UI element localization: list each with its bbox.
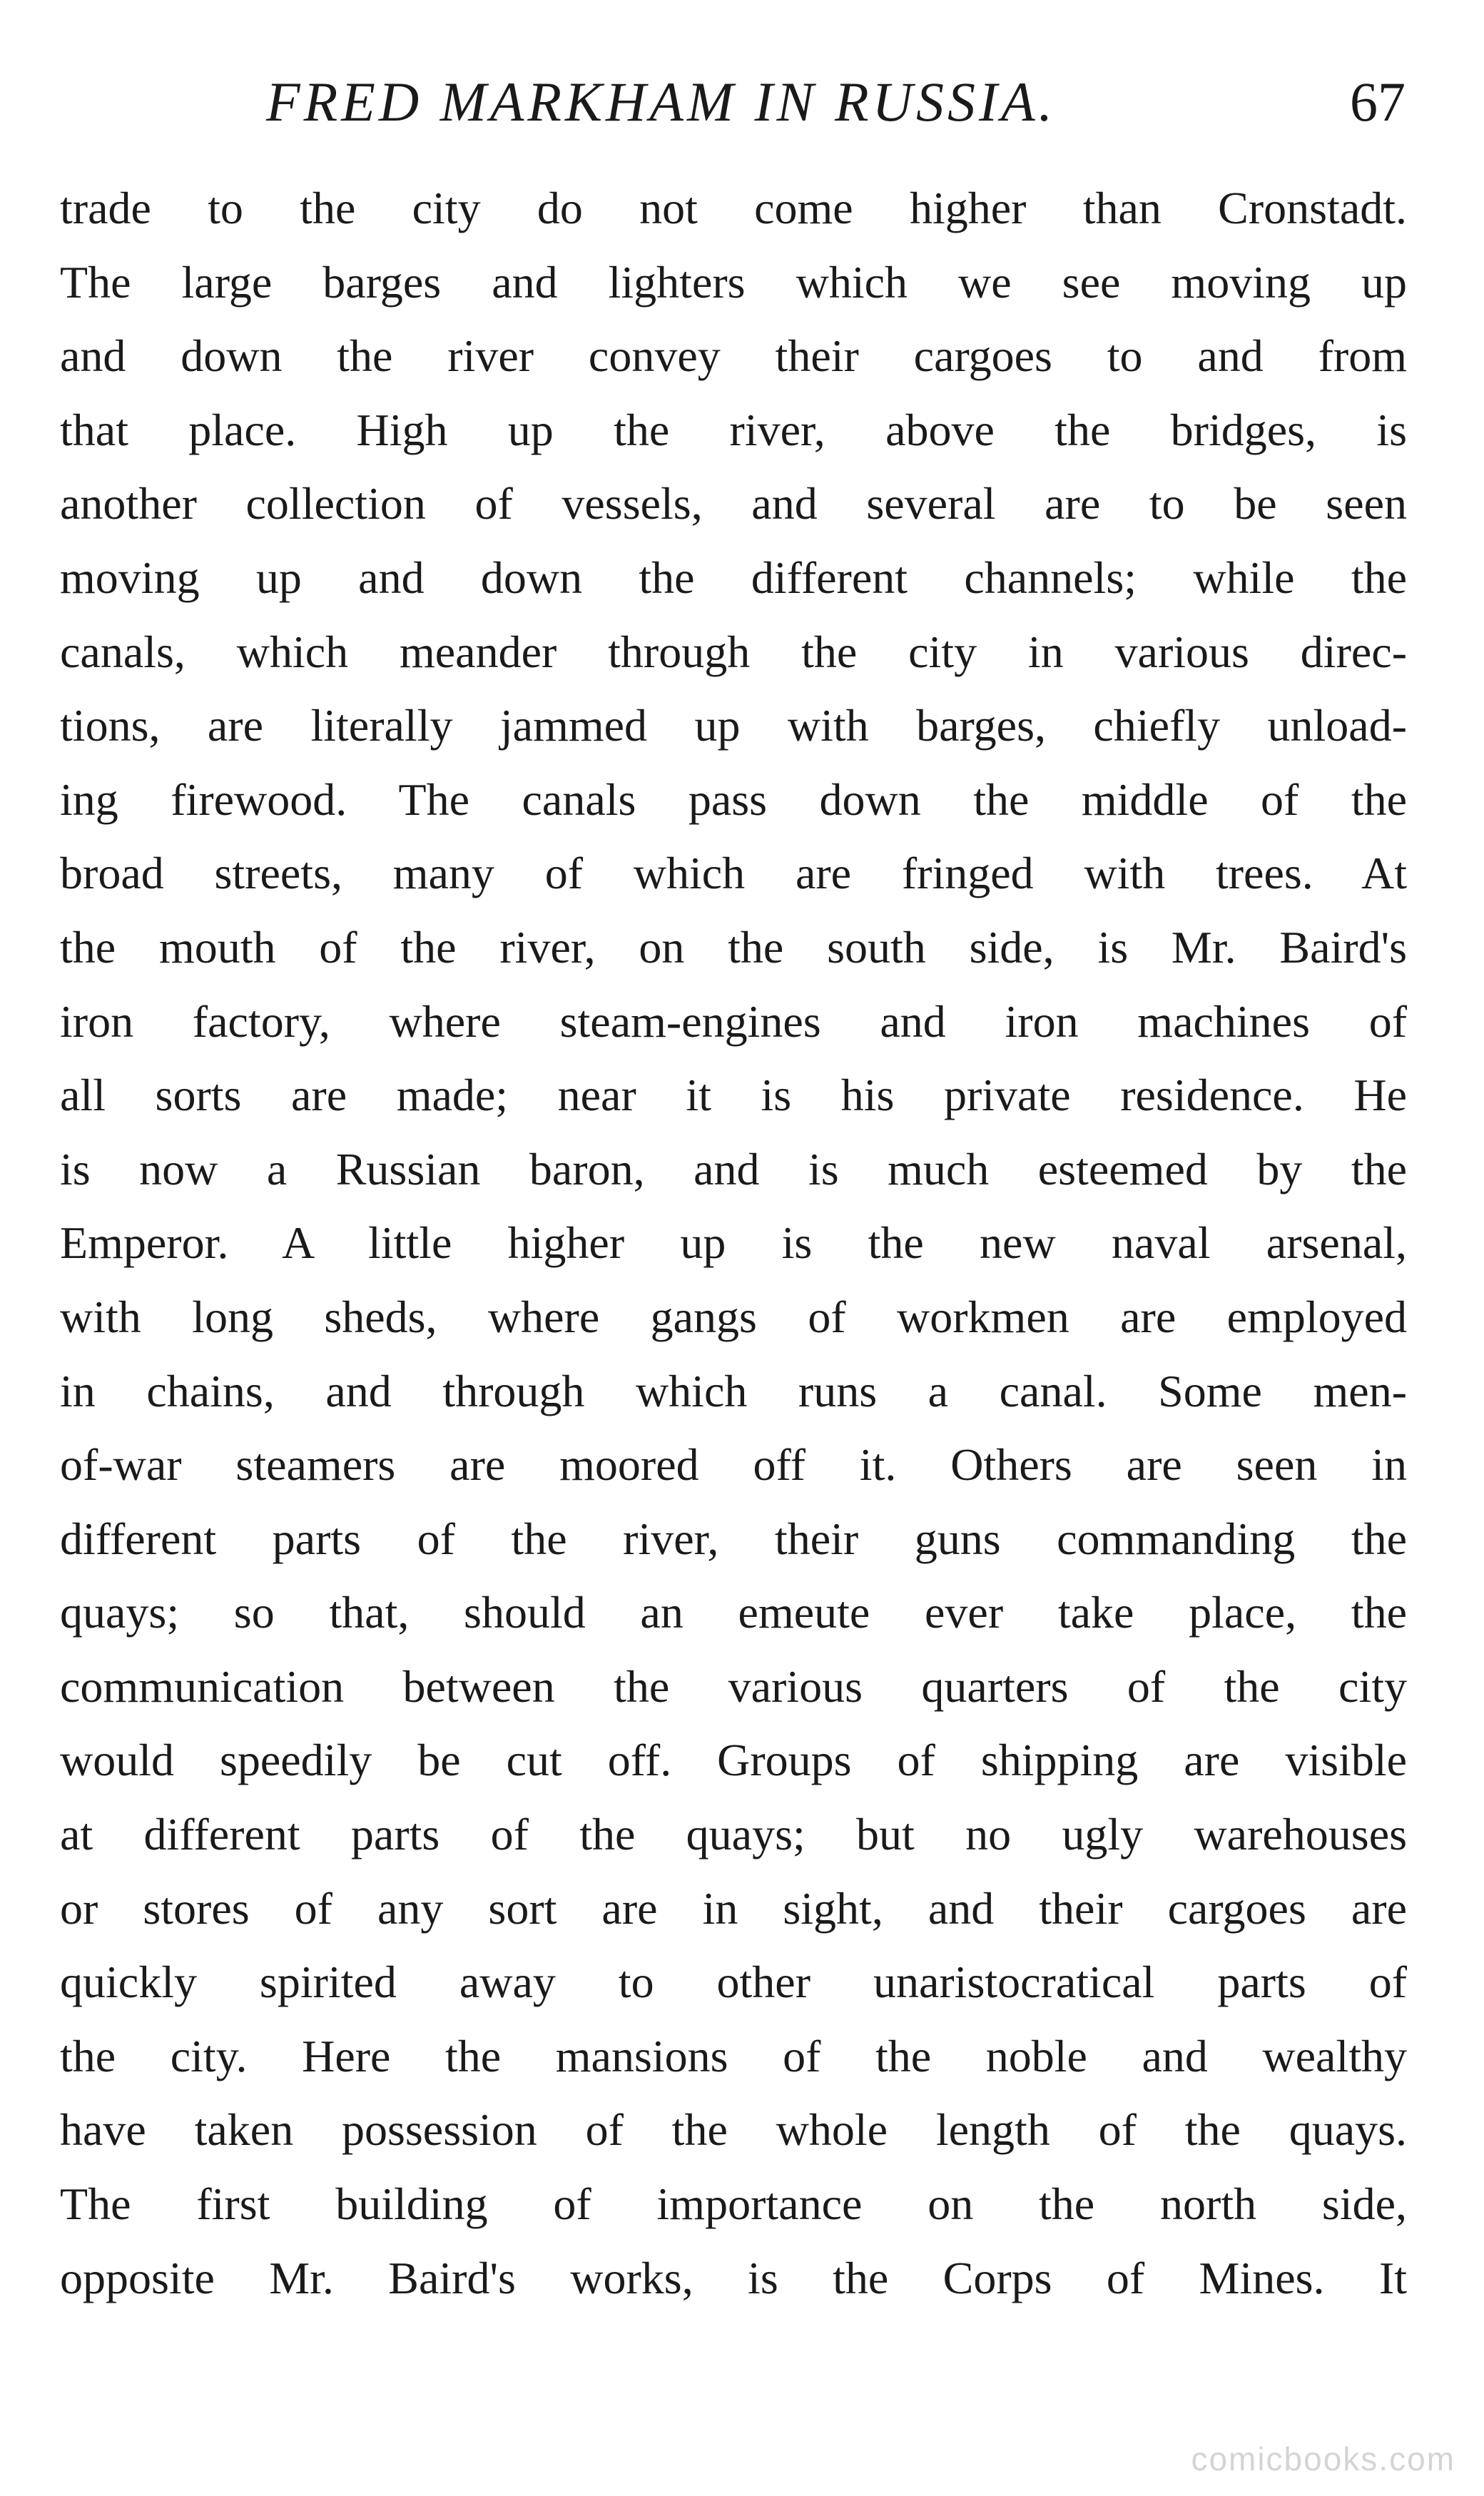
- text-line: that place. High up the river, above the bridges, is: [60, 404, 1407, 455]
- text-line: all sorts are made; near it is his private residence. He: [60, 1070, 1407, 1121]
- text-line: trade to the city do not come higher than Cronstadt.: [60, 183, 1407, 233]
- text-line: the city. Here the mansions of the noble and wealthy: [60, 2030, 1407, 2081]
- text-line: of-war steamers are moored off it. Others are seen in: [60, 1439, 1407, 1491]
- text-line: tions, are literally jammed up with barges, chiefly unload-: [60, 700, 1407, 751]
- text-line: at different parts of the quays; but no ugly warehouses: [60, 1809, 1407, 1860]
- text-line: canals, which meander through the city in various direc-: [60, 626, 1407, 677]
- text-line: is now a Russian baron, and is much esteemed by the: [60, 1143, 1407, 1194]
- text-line: different parts of the river, their guns commanding the: [60, 1513, 1407, 1564]
- text-line: the mouth of the river, on the south side, is Mr. Baird's: [60, 921, 1407, 973]
- text-line: another collection of vessels, and several are to be seen: [60, 478, 1407, 529]
- text-line: communication between the various quarters of the city: [60, 1660, 1407, 1712]
- text-line: in chains, and through which runs a canal. Some men-: [60, 1365, 1407, 1416]
- text-line: quickly spirited away to other unaristocratical parts of: [60, 1957, 1407, 2008]
- text-line: and down the river convey their cargoes to and from: [60, 330, 1407, 382]
- text-line: Emperor. A little higher up is the new naval arsenal,: [60, 1217, 1407, 1269]
- text-line: quays; so that, should an emeute ever take place, the: [60, 1587, 1407, 1638]
- text-line: would speedily be cut off. Groups of shipping are visible: [60, 1735, 1407, 1786]
- page-number: 67: [1350, 71, 1406, 133]
- running-title: FRED MARKHAM IN RUSSIA.: [266, 71, 1057, 133]
- text-line: The large barges and lighters which we see moving up: [60, 256, 1407, 308]
- running-head: [64, 56, 1406, 148]
- text-line: broad streets, many of which are fringed with trees. At: [60, 848, 1407, 899]
- text-line: opposite Mr. Baird's works, is the Corps of Mines. It: [60, 2252, 1407, 2303]
- text-line: have taken possession of the whole length of the quays.: [60, 2104, 1407, 2156]
- text-line: with long sheds, where gangs of workmen are employed: [60, 1291, 1407, 1342]
- text-line: ing firewood. The canals pass down the middle of the: [60, 773, 1407, 825]
- text-line: iron factory, where steam-engines and iron machines of: [60, 995, 1407, 1047]
- text-line: or stores of any sort are in sight, and their cargoes are: [60, 1882, 1407, 1934]
- text-line: moving up and down the different channels; while the: [60, 552, 1407, 603]
- watermark: comicbooks.com: [1191, 2440, 1455, 2477]
- text-line: The first building of importance on the north side,: [60, 2178, 1407, 2230]
- body-text: [60, 171, 1407, 2315]
